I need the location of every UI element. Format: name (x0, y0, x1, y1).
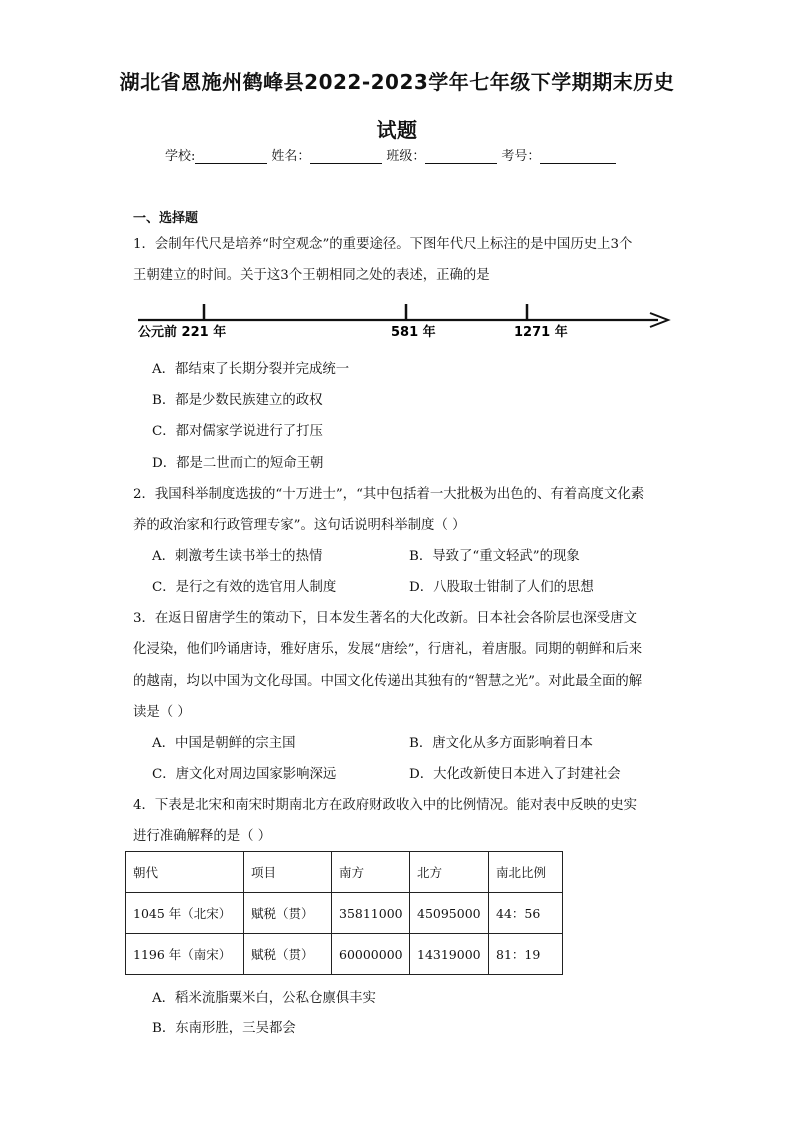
exam-no-label: 考号： (501, 149, 541, 164)
timeline-label: 1271 年 (514, 325, 568, 340)
table-cell: 14319000 (410, 934, 489, 975)
class-label: 班级： (386, 149, 426, 164)
table-header-cell: 南北比例 (489, 852, 563, 893)
q1-stem-line1: 1．会制年代尺是培养“时空观念”的重要途径。下图年代尺上标注的是中国历史上3个 (133, 237, 633, 252)
q1-stem-line2: 王朝建立的时间。关于这3个王朝相同之处的表述，正确的是 (133, 268, 490, 283)
table-cell: 81：19 (489, 934, 563, 975)
q1-option-d[interactable]: D．都是二世而亡的短命王朝 (152, 456, 324, 471)
q3-stem-line2: 化浸染，他们吟诵唐诗，雅好唐乐，发展“唐绘”，行唐礼，着唐服。同期的朝鲜和后来 (133, 642, 643, 657)
exam-title-line1: 湖北省恩施州鹤峰县2022-2023学年七年级下学期期末历史 (119, 70, 675, 94)
q4-option-b[interactable]: B．东南形胜，三吴都会 (152, 1021, 296, 1036)
q3-stem-line4: 读是（ ） (133, 705, 191, 720)
class-blank[interactable] (425, 149, 497, 164)
table-row (126, 893, 563, 934)
q1-option-a[interactable]: A．都结束了长期分裂并完成统一 (152, 362, 350, 377)
table-cell: 45095000 (410, 893, 489, 934)
timeline-label: 公元前 221 年 (138, 325, 227, 340)
table-cell: 赋税（贯） (244, 934, 332, 975)
name-blank[interactable] (310, 149, 382, 164)
name-label: 姓名： (271, 149, 311, 164)
section-heading: 一、选择题 (133, 211, 199, 226)
table-cell: 赋税（贯） (244, 893, 332, 934)
table-cell: 1045 年（北宋） (126, 893, 244, 934)
table-header-cell: 项目 (244, 852, 332, 893)
table-row (126, 934, 563, 975)
q3-option-c[interactable]: C．唐文化对周边国家影响深远 (152, 767, 337, 782)
q3-option-a[interactable]: A．中国是朝鲜的宗主国 (152, 736, 296, 751)
school-blank[interactable] (195, 149, 267, 164)
q3-stem-line3: 的越南，均以中国为文化母国。中国文化传递出其独有的“智慧之光”。对此最全面的解 (133, 674, 643, 689)
q4-option-a[interactable]: A．稻米流脂粟米白，公私仓廪俱丰实 (152, 991, 376, 1006)
q1-option-c[interactable]: C．都对儒家学说进行了打压 (152, 424, 323, 439)
q1-option-b[interactable]: B．都是少数民族建立的政权 (152, 393, 323, 408)
timeline-label: 581 年 (391, 325, 436, 340)
table-cell: 1196 年（南宋） (126, 934, 244, 975)
table-cell: 35811000 (332, 893, 410, 934)
school-label: 学校: (165, 149, 196, 164)
q3-option-b[interactable]: B．唐文化从多方面影响着日本 (409, 736, 593, 751)
q2-option-a[interactable]: A．刺激考生读书举士的热情 (152, 549, 323, 564)
q2-option-b[interactable]: B．导致了“重文轻武”的现象 (409, 549, 580, 564)
table-header-row (126, 852, 563, 893)
table-header-cell: 南方 (332, 852, 410, 893)
q4-stem-line1: 4．下表是北宋和南宋时期南北方在政府财政收入中的比例情况。能对表中反映的史实 (133, 798, 637, 813)
table-header-cell: 北方 (410, 852, 489, 893)
q2-stem-line1: 2．我国科举制度选拔的“十万进士”，“其中包括着一大批极为出色的、有着高度文化素 (133, 487, 645, 502)
exam-title-line2: 试题 (376, 118, 418, 142)
q4-stem-line2: 进行准确解释的是（ ） (133, 829, 272, 844)
q2-stem-line2: 养的政治家和行政管理专家”。这句话说明科举制度（ ） (133, 518, 466, 533)
table-cell: 44：56 (489, 893, 563, 934)
q2-option-d[interactable]: D．八股取士钳制了人们的思想 (409, 580, 594, 595)
timeline-figure (138, 298, 678, 343)
finance-table (125, 851, 563, 975)
q3-option-d[interactable]: D．大化改新使日本进入了封建社会 (409, 767, 621, 782)
student-info-row (165, 145, 620, 164)
table-header-cell: 朝代 (126, 852, 244, 893)
q2-option-c[interactable]: C．是行之有效的选官用人制度 (152, 580, 337, 595)
table-cell: 60000000 (332, 934, 410, 975)
exam-no-blank[interactable] (540, 149, 616, 164)
q3-stem-line1: 3．在返日留唐学生的策动下，日本发生著名的大化改新。日本社会各阶层也深受唐文 (133, 611, 637, 626)
